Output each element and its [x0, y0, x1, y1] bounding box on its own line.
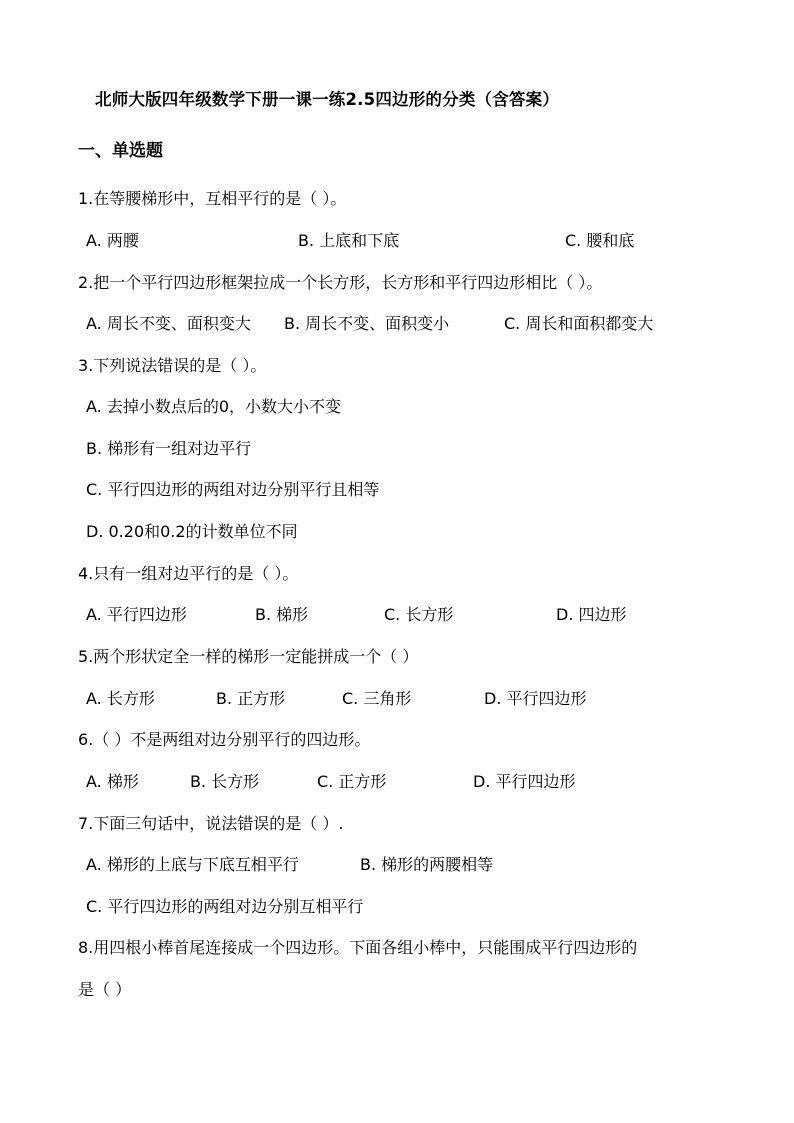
- question-1: 1.在等腰梯形中，互相平行的是（ ）。: [78, 189, 347, 208]
- q3-option-d[interactable]: D. 0.20和0.2的计数单位不同: [86, 522, 298, 541]
- q4-option-c[interactable]: C. 长方形: [384, 605, 454, 624]
- q6-option-b[interactable]: B. 长方形: [190, 772, 260, 791]
- q5-option-b[interactable]: B. 正方形: [216, 689, 286, 708]
- q7-option-c[interactable]: C. 平行四边形的两组对边分别互相平行: [86, 897, 364, 916]
- q1-option-c[interactable]: C. 腰和底: [565, 231, 635, 250]
- question-5: 5.两个形状定全一样的梯形一定能拼成一个（ ）: [78, 647, 419, 666]
- q3-option-b[interactable]: B. 梯形有一组对边平行: [86, 439, 252, 458]
- q5-option-a[interactable]: A. 长方形: [86, 689, 155, 708]
- question-6: 6.（ ）不是两组对边分别平行的四边形。: [78, 730, 371, 749]
- question-8-line-1: 8.用四根小棒首尾连接成一个四边形。下面各组小棒中，只能围成平行四边形的: [78, 938, 638, 957]
- question-2: 2.把一个平行四边形框架拉成一个长方形，长方形和平行四边形相比（ ）。: [78, 273, 603, 292]
- q2-option-b[interactable]: B. 周长不变、面积变小: [284, 314, 450, 333]
- question-7: 7.下面三句话中，说法错误的是（ ）.: [78, 814, 344, 833]
- q2-option-c[interactable]: C. 周长和面积都变大: [504, 314, 654, 333]
- q1-option-a[interactable]: A. 两腰: [86, 231, 139, 250]
- q4-option-b[interactable]: B. 梯形: [255, 605, 309, 624]
- question-4: 4.只有一组对边平行的是（ ）。: [78, 564, 299, 583]
- q7-option-a[interactable]: A. 梯形的上底与下底互相平行: [86, 855, 299, 874]
- q3-option-c[interactable]: C. 平行四边形的两组对边分别平行且相等: [86, 480, 380, 499]
- q5-option-d[interactable]: D. 平行四边形: [484, 689, 587, 708]
- q6-option-c[interactable]: C. 正方形: [317, 772, 387, 791]
- document-title: 北师大版四年级数学下册一课一练2.5四边形的分类（含答案）: [95, 90, 560, 109]
- q4-option-a[interactable]: A. 平行四边形: [86, 605, 187, 624]
- q5-option-c[interactable]: C. 三角形: [342, 689, 412, 708]
- question-8-line-2: 是（ ）: [78, 980, 132, 999]
- q1-option-b[interactable]: B. 上底和下底: [298, 231, 400, 250]
- question-3: 3.下列说法错误的是（ ）。: [78, 356, 267, 375]
- q4-option-d[interactable]: D. 四边形: [556, 605, 627, 624]
- q3-option-a[interactable]: A. 去掉小数点后的0，小数大小不变: [86, 397, 342, 416]
- q7-option-b[interactable]: B. 梯形的两腰相等: [360, 855, 494, 874]
- q6-option-a[interactable]: A. 梯形: [86, 772, 139, 791]
- q6-option-d[interactable]: D. 平行四边形: [473, 772, 576, 791]
- section-heading: 一、单选题: [78, 141, 163, 161]
- q2-option-a[interactable]: A. 周长不变、面积变大: [86, 314, 251, 333]
